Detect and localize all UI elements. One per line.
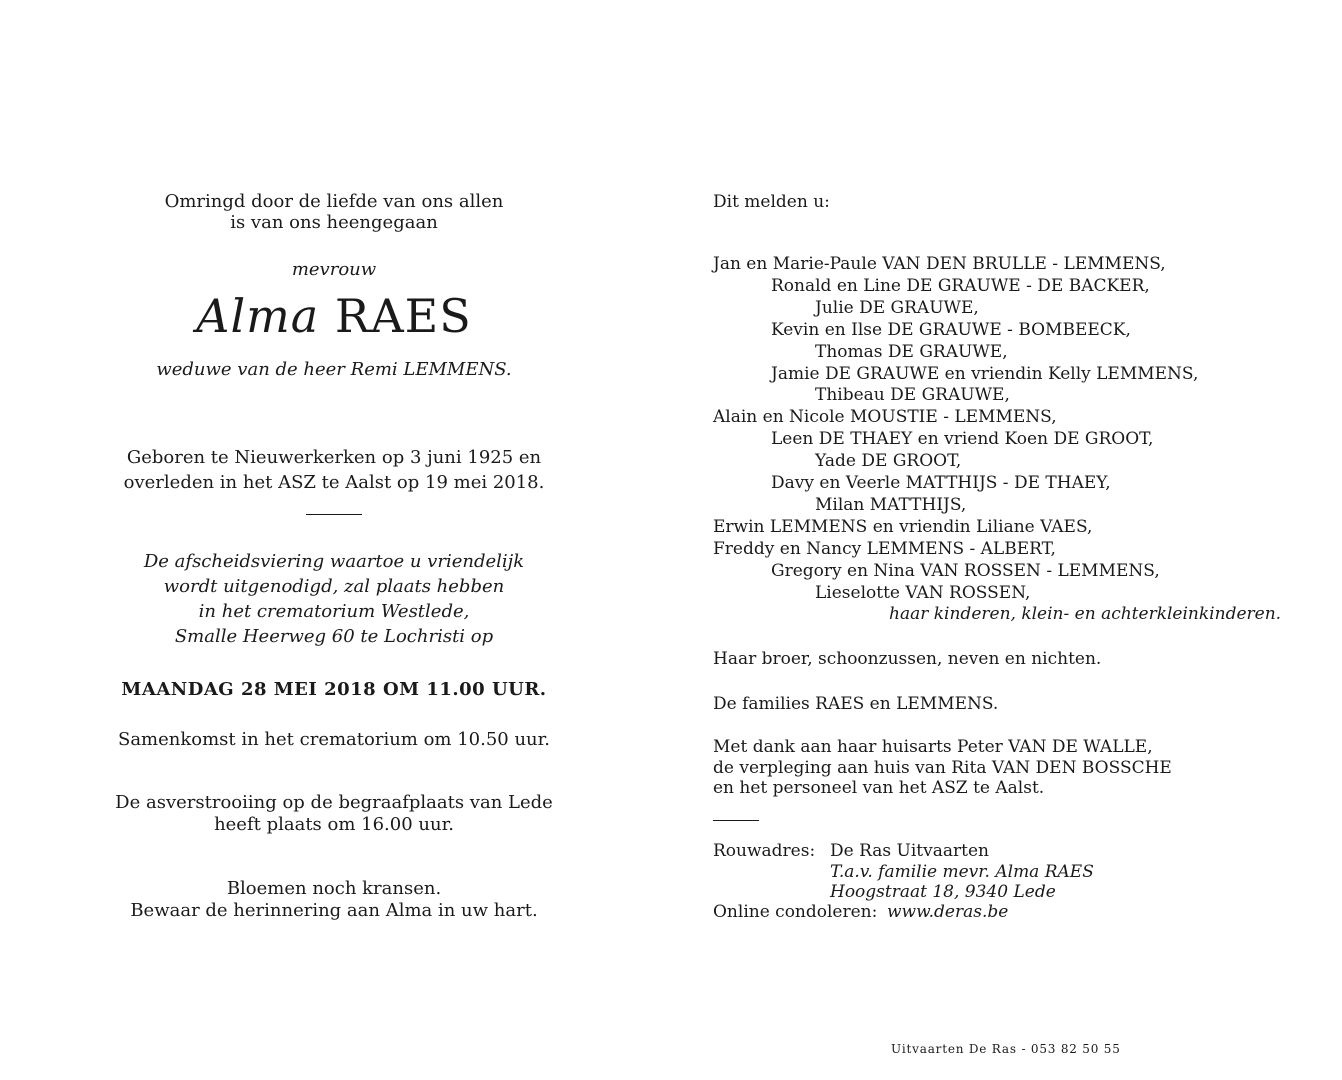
siblings-line: Haar broer, schoonzussen, neven en nichten. xyxy=(713,649,1102,669)
ceremony-date: MAANDAG 28 MEI 2018 OM 11.00 UUR. xyxy=(121,679,547,700)
invitation-line-4: Smalle Heerweg 60 te Lochristi op xyxy=(174,626,494,647)
address-label: Rouwadres: xyxy=(713,841,816,861)
deceased-first-name: Alma xyxy=(196,289,320,343)
online-url[interactable]: www.deras.be xyxy=(887,902,1009,922)
family-line: Thomas DE GRAUWE, xyxy=(815,342,1008,362)
thanks-line: en het personeel van het ASZ te Aalst. xyxy=(713,778,1045,798)
scattering-line-2: heeft plaats om 16.00 uur. xyxy=(214,814,454,835)
intro-line-1: Omringd door de liefde van ons allen xyxy=(164,191,504,212)
family-line: Erwin LEMMENS en vriendin Liliane VAES, xyxy=(713,517,1093,537)
closing-line-1: Bloemen noch kransen. xyxy=(226,878,442,899)
death-line: overleden in het ASZ te Aalst op 19 mei 2018. xyxy=(123,472,545,493)
family-line: Yade DE GROOT, xyxy=(815,451,962,471)
address-line: De Ras Uitvaarten xyxy=(830,841,989,861)
closing-line-2: Bewaar de herinnering aan Alma in uw hart. xyxy=(130,900,538,921)
gathering-info: Samenkomst in het crematorium om 10.50 uur. xyxy=(117,729,551,750)
family-line: Jamie DE GRAUWE en vriendin Kelly LEMMENS, xyxy=(771,364,1199,384)
intro-line-2: is van ons heengegaan xyxy=(230,212,438,233)
family-line: Milan MATTHIJS, xyxy=(815,495,967,515)
family-line: Kevin en Ilse DE GRAUWE - BOMBEECK, xyxy=(771,320,1131,340)
thanks-line: de verpleging aan huis van Rita VAN DEN BOSSCHE xyxy=(713,758,1172,778)
family-line: Lieselotte VAN ROSSEN, xyxy=(815,583,1031,603)
family-line: Thibeau DE GRAUWE, xyxy=(815,385,1010,405)
widow-of: weduwe van de heer Remi LEMMENS. xyxy=(156,359,512,380)
divider-right xyxy=(713,806,759,826)
invitation-line-1: De afscheidsviering waartoe u vriendelijk xyxy=(143,551,525,572)
family-line: Freddy en Nancy LEMMENS - ALBERT, xyxy=(713,539,1056,559)
families-line: De families RAES en LEMMENS. xyxy=(713,694,999,714)
thanks-line: Met dank aan haar huisarts Peter VAN DE WALLE, xyxy=(713,737,1153,757)
family-caption: haar kinderen, klein- en achterkleinkinderen. xyxy=(889,604,1282,624)
deceased-name xyxy=(60,289,608,343)
family-line: Jan en Marie-Paule VAN DEN BRULLE - LEMMENS, xyxy=(713,254,1166,274)
family-line: Gregory en Nina VAN ROSSEN - LEMMENS, xyxy=(771,561,1160,581)
family-line: Leen DE THAEY en vriend Koen DE GROOT, xyxy=(771,429,1154,449)
family-line: Ronald en Line DE GRAUWE - DE BACKER, xyxy=(771,276,1150,296)
family-line: Alain en Nicole MOUSTIE - LEMMENS, xyxy=(713,407,1057,427)
deceased-last-name: RAES xyxy=(334,289,472,343)
invitation-line-3: in het crematorium Westlede, xyxy=(198,601,470,622)
footer-contact: Uitvaarten De Ras - 053 82 50 55 xyxy=(891,1042,1121,1056)
divider-left xyxy=(60,500,608,519)
announce-heading: Dit melden u: xyxy=(713,192,830,212)
address-line: Hoogstraat 18, 9340 Lede xyxy=(830,882,1056,902)
family-line: Julie DE GRAUWE, xyxy=(815,298,979,318)
online-label: Online condoleren: xyxy=(713,902,878,922)
family-line: Davy en Veerle MATTHIJS - DE THAEY, xyxy=(771,473,1111,493)
honorific: mevrouw xyxy=(291,259,377,280)
birth-line: Geboren te Nieuwerkerken op 3 juni 1925 en xyxy=(126,447,542,468)
invitation-line-2: wordt uitgenodigd, zal plaats hebben xyxy=(163,576,505,597)
scattering-line-1: De asverstrooiing op de begraafplaats van Lede xyxy=(115,792,553,813)
address-line: T.a.v. familie mevr. Alma RAES xyxy=(830,862,1094,882)
